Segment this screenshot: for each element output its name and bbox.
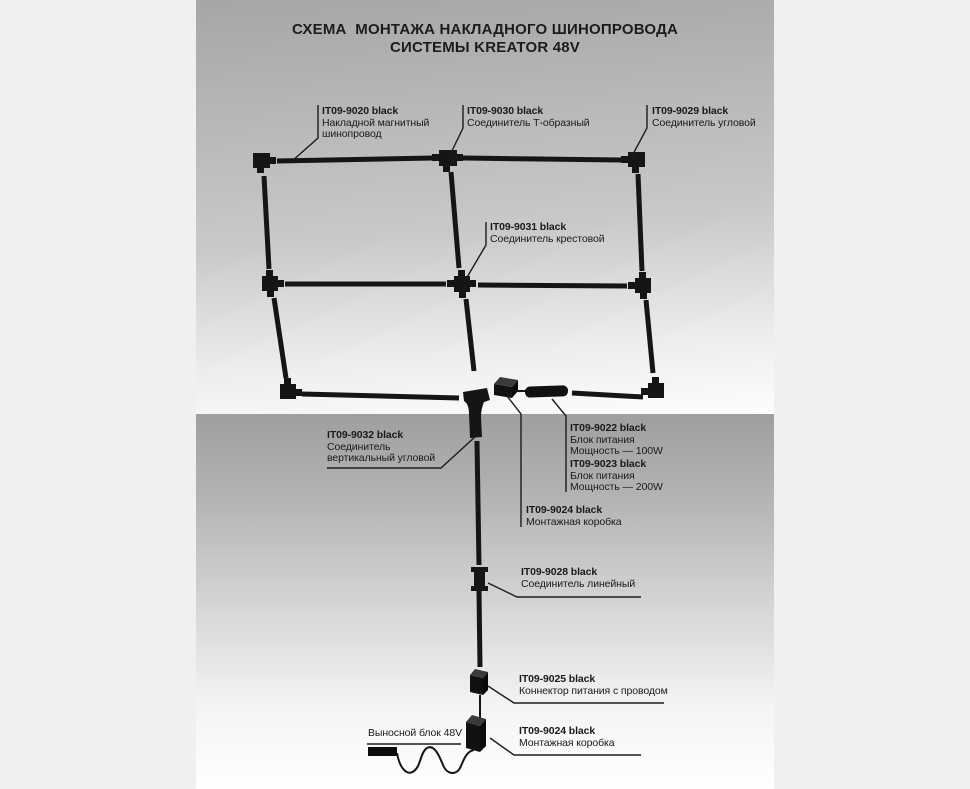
page-title-line1: СХЕМА МОНТАЖА НАКЛАДНОГО ШИНОПРОВОДА xyxy=(291,21,679,38)
corner-connector-top-left xyxy=(253,153,276,173)
label-it09-9029-code: IT09-9029 black xyxy=(652,105,729,117)
track-top-left xyxy=(277,158,433,161)
label-it09-9020-code: IT09-9020 black xyxy=(322,105,399,117)
corner-connector-bottom-right xyxy=(641,377,664,398)
track-middle-right xyxy=(478,285,627,286)
track-left-upper xyxy=(264,176,269,269)
track-bottom-left xyxy=(302,394,459,398)
label-it09-9023 xyxy=(570,459,663,494)
label-it09-9029 xyxy=(652,106,756,129)
power-feed-connector-box xyxy=(470,669,488,695)
label-it09-9031-code: IT09-9031 black xyxy=(490,221,567,233)
label-it09-9022-desc2: Мощность — 100W xyxy=(570,445,663,457)
label-it09-9024-top xyxy=(526,505,622,528)
leader-9031 xyxy=(466,222,486,279)
page-title-line2: СИСТЕМЫ KREATOR 48V xyxy=(389,39,581,56)
label-it09-9023-code: IT09-9023 black xyxy=(570,458,647,470)
remote-driver-block xyxy=(368,747,397,756)
track-mid-lower xyxy=(466,299,474,371)
linear-connector xyxy=(471,567,488,591)
cross-connector xyxy=(447,270,476,298)
track-vertical-upper xyxy=(477,441,479,565)
label-it09-9032 xyxy=(327,430,435,465)
label-it09-9028-code: IT09-9028 black xyxy=(521,566,598,578)
vertical-corner-connector xyxy=(463,388,490,438)
label-it09-9032-desc2: вертикальный угловой xyxy=(327,452,436,464)
leader-9022-9023 xyxy=(552,399,566,492)
t-connector-middle-left xyxy=(262,270,284,297)
label-it09-9024-bottom xyxy=(519,726,615,749)
label-remote-block xyxy=(368,728,462,740)
label-it09-9031 xyxy=(490,222,605,245)
label-it09-9024-bottom-desc1: Монтажная коробка xyxy=(519,736,615,749)
label-it09-9024-bottom-code: IT09-9024 black xyxy=(519,725,596,737)
label-it09-9030 xyxy=(467,106,590,129)
label-it09-9028-desc1: Соединитель линейный xyxy=(521,577,636,590)
label-remote-block-text: Выносной блок 48V xyxy=(368,727,462,739)
track-right-upper xyxy=(638,174,642,271)
mounting-box xyxy=(466,715,486,752)
track-top-right xyxy=(463,158,621,160)
label-it09-9022-code: IT09-9022 black xyxy=(570,422,647,434)
label-it09-9029-desc1: Соединитель угловой xyxy=(652,116,756,129)
label-it09-9030-code: IT09-9030 black xyxy=(467,105,544,117)
label-it09-9023-desc1: Блок питания xyxy=(570,469,635,482)
track-bottom-right xyxy=(572,393,643,397)
inline-connector-capsule xyxy=(525,385,568,397)
label-it09-9028 xyxy=(521,567,635,590)
label-it09-9020-desc1: Накладной магнитный xyxy=(322,116,430,129)
label-it09-9023-desc2: Мощность — 200W xyxy=(570,481,663,493)
leader-9020 xyxy=(291,105,318,162)
leader-9024-top xyxy=(507,396,521,527)
label-it09-9032-code: IT09-9032 black xyxy=(327,429,404,441)
t-connector-middle-right xyxy=(628,272,651,299)
label-it09-9025-code: IT09-9025 black xyxy=(519,673,596,685)
label-it09-9022 xyxy=(570,423,663,458)
track-mid-upper xyxy=(451,172,459,268)
label-it09-9030-desc1: Соединитель Т-образный xyxy=(467,116,590,129)
leader-9030 xyxy=(449,105,463,157)
t-connector-top xyxy=(432,150,463,172)
power-supply-box xyxy=(494,377,518,398)
label-it09-9024-top-desc1: Монтажная коробка xyxy=(526,515,622,528)
label-it09-9025 xyxy=(519,674,668,697)
label-it09-9024-top-code: IT09-9024 black xyxy=(526,504,603,516)
track-vertical-lower xyxy=(479,591,480,667)
track-left-lower xyxy=(274,298,286,378)
power-cord-squiggle xyxy=(397,747,474,773)
label-it09-9022-desc1: Блок питания xyxy=(570,433,635,446)
label-it09-9025-desc1: Коннектор питания с проводом xyxy=(519,684,668,697)
label-it09-9032-desc1: Соединитель xyxy=(327,440,391,453)
corner-connector-bottom-left xyxy=(280,378,302,399)
label-it09-9020-desc2: шинопровод xyxy=(322,128,382,140)
track-right-lower xyxy=(646,300,653,373)
leader-9029 xyxy=(632,105,647,156)
label-it09-9031-desc1: Соединитель крестовой xyxy=(490,232,605,245)
label-it09-9020 xyxy=(322,106,429,141)
